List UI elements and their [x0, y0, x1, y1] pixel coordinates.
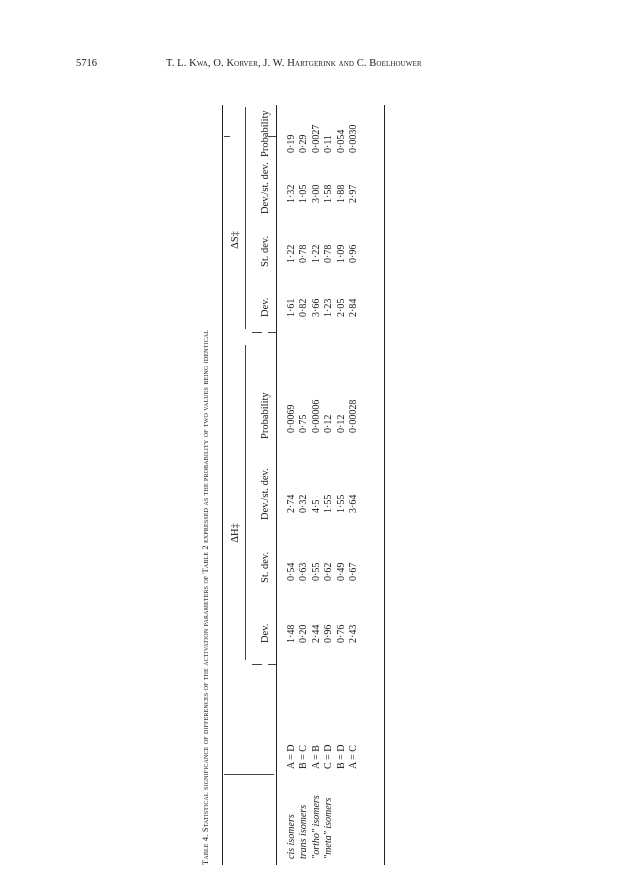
- rotated-table-block: [200, 105, 452, 865]
- table-cell: 0·55: [310, 562, 322, 581]
- header-divider: [252, 332, 262, 333]
- table-cell: 3·64: [347, 494, 359, 513]
- table-cell: 3·66: [310, 298, 322, 317]
- table-cell: 1·88: [335, 184, 347, 203]
- table-cell: 0·00028: [347, 399, 359, 433]
- table-cell: 3·00: [310, 184, 322, 203]
- table-cell: 2·05: [335, 298, 347, 317]
- table-cell: 0·19: [286, 134, 297, 153]
- row-label: "meta" isomers: [323, 797, 335, 859]
- table-cell: C = D: [323, 744, 335, 769]
- table-cell: 1·23: [323, 298, 335, 317]
- table-cell: 0·96: [347, 244, 359, 263]
- table-cell: 0·32: [298, 494, 310, 513]
- table-cell: B = D: [335, 744, 347, 769]
- table-cell: 2·43: [347, 624, 359, 643]
- table-cell: 0·054: [335, 129, 347, 153]
- row-label: cis isomers: [286, 814, 297, 859]
- table-cell: 0·78: [298, 244, 310, 263]
- table-cell: 0·0027: [310, 124, 322, 153]
- comparison-column: [286, 744, 360, 769]
- table-cell: 1·55: [323, 494, 335, 513]
- row-label: "ortho" isomers: [310, 795, 322, 859]
- delta-s-group-header: ΔS‡: [230, 231, 241, 249]
- table-cell: 1·22: [286, 244, 297, 263]
- ds-prob-column: [286, 125, 360, 153]
- table-cell: 0·62: [323, 562, 335, 581]
- table-cell: 1·58: [323, 184, 335, 203]
- page-number: 5716: [76, 58, 97, 69]
- table-cell: 0·63: [298, 562, 310, 581]
- table-cell: 2·44: [310, 624, 322, 643]
- table-cell: 4·5: [310, 499, 322, 513]
- table-cell: 0·00006: [310, 399, 322, 433]
- top-rule: [222, 105, 223, 865]
- table-cell: 0·20: [298, 624, 310, 643]
- table-cell: 1·09: [335, 244, 347, 263]
- col-header-ds-dev: Dev.: [260, 297, 271, 317]
- table-cell: 1·22: [310, 244, 322, 263]
- col-header-dh-dev: Dev.: [260, 623, 271, 643]
- table-cell: 0·0030: [347, 124, 359, 153]
- dh-dev-column: [286, 625, 360, 643]
- dh-prob-column: [286, 400, 360, 433]
- row-label-column: [286, 795, 336, 859]
- table-cell: 0·82: [298, 298, 310, 317]
- table-cell: 1·05: [298, 184, 310, 203]
- table-cell: 1·48: [286, 624, 297, 643]
- header-rule: [276, 105, 277, 865]
- table-cell: 2·74: [286, 494, 297, 513]
- table-cell: 0·11: [323, 135, 335, 153]
- table-cell: 0·0069: [286, 404, 297, 433]
- running-header: [0, 58, 624, 74]
- table-cell: 0·76: [335, 624, 347, 643]
- table-cell: 0·96: [323, 624, 335, 643]
- header-divider: [224, 136, 230, 137]
- delta-h-group-header: ΔH‡: [230, 523, 241, 543]
- header-divider: [252, 664, 262, 665]
- table-caption: Table 4. Statistical significance of differences of the activation parameters of Table 2 expressed as the probability of two values being identical: [200, 329, 210, 865]
- table-cell: 1·32: [286, 184, 297, 203]
- table-cell: 0·12: [335, 414, 347, 433]
- table-cell: 0·75: [298, 414, 310, 433]
- table-cell: A = C: [347, 745, 359, 769]
- table-cell: 2·97: [347, 184, 359, 203]
- table-cell: B = C: [298, 745, 310, 769]
- table-cell: 2·84: [347, 298, 359, 317]
- table-cell: 0·12: [323, 414, 335, 433]
- delta-s-span-rule: [245, 107, 246, 329]
- ds-ratio-column: [286, 185, 360, 203]
- header-divider: [268, 332, 276, 333]
- col-header-dh-prob: Probability: [260, 392, 271, 439]
- ds-stdev-column: [286, 245, 360, 263]
- table-cell: 0·29: [298, 134, 310, 153]
- delta-h-span-rule: [245, 345, 246, 660]
- table-cell: 0·78: [323, 244, 335, 263]
- bottom-rule: [384, 105, 385, 865]
- table-cell: A = B: [310, 745, 322, 769]
- row-label: trans isomers: [298, 804, 310, 859]
- table-cell: 1·61: [286, 298, 297, 317]
- header-divider: [268, 664, 276, 665]
- col-header-dh-ratio: Dev./st. dev.: [260, 468, 271, 520]
- col-header-ds-prob: Probability: [260, 110, 271, 157]
- header-divider: [224, 774, 274, 775]
- table-cell: 1·55: [335, 494, 347, 513]
- table-cell: 0·49: [335, 562, 347, 581]
- table-cell: A = D: [286, 744, 297, 769]
- table-cell: 0·67: [347, 562, 359, 581]
- col-header-dh-stdev: St. dev.: [260, 551, 271, 583]
- ds-dev-column: [286, 299, 360, 317]
- col-header-ds-ratio: Dev./st. dev.: [260, 162, 271, 214]
- author-line: T. L. Kwa, O. Korver, J. W. Hartgerink and C. Boelhouwer: [166, 58, 422, 69]
- dh-ratio-column: [286, 495, 360, 513]
- dh-stdev-column: [286, 563, 360, 581]
- table-cell: 0·54: [286, 562, 297, 581]
- col-header-ds-stdev: St. dev.: [260, 235, 271, 267]
